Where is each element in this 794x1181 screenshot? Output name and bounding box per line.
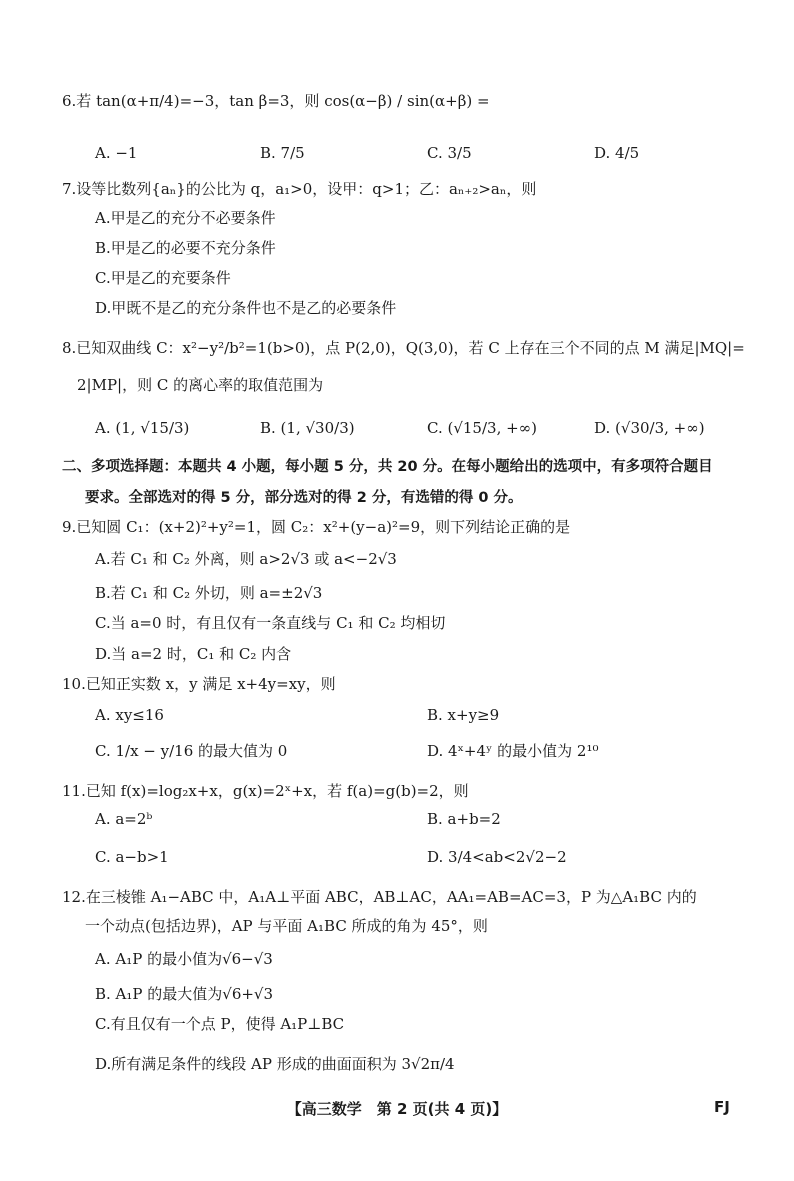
q8-option-d: D. (√30/3, +∞) — [594, 419, 705, 437]
q11-option-b: B. a+b=2 — [427, 810, 501, 828]
q8-stem-line1: 8.已知双曲线 C：x²−y²/b²=1(b>0)，点 P(2,0)，Q(3,0)，若 C 上存在三个不同的点 M 满足|MQ|= — [62, 339, 745, 357]
q12-option-d: D.所有满足条件的线段 AP 形成的曲面面积为 3√2π/4 — [95, 1055, 455, 1073]
q10-option-a: A. xy≤16 — [95, 706, 164, 724]
q11-stem: 11.已知 f(x)=log₂x+x，g(x)=2ˣ+x，若 f(a)=g(b)=2，则 — [62, 782, 469, 800]
q9-option-b: B.若 C₁ 和 C₂ 外切，则 a=±2√3 — [95, 584, 323, 602]
q7-option-a: A.甲是乙的充分不必要条件 — [95, 209, 276, 227]
q11-option-c: C. a−b>1 — [95, 848, 169, 866]
q10-option-c: C. 1/x − y/16 的最大值为 0 — [95, 742, 288, 760]
q8-stem-line2: 2|MP|，则 C 的离心率的取值范围为 — [77, 376, 324, 394]
q6-option-b: B. 7/5 — [260, 144, 305, 162]
q9-option-d: D.当 a=2 时，C₁ 和 C₂ 内含 — [95, 645, 292, 663]
q10-stem: 10.已知正实数 x，y 满足 x+4y=xy，则 — [62, 675, 336, 693]
q7-option-b: B.甲是乙的必要不充分条件 — [95, 239, 276, 257]
q10-option-b: B. x+y≥9 — [427, 706, 500, 724]
q12-stem-line1: 12.在三棱锥 A₁−ABC 中，A₁A⊥平面 ABC，AB⊥AC，AA₁=AB=AC=3，P 为△A₁BC 内的 — [62, 888, 697, 906]
q9-option-c: C.当 a=0 时，有且仅有一条直线与 C₁ 和 C₂ 均相切 — [95, 614, 446, 632]
q10-option-d: D. 4ˣ+4ʸ 的最小值为 2¹⁰ — [427, 742, 599, 760]
q9-stem: 9.已知圆 C₁：(x+2)²+y²=1，圆 C₂：x²+(y−a)²=9，则下列结论正确的是 — [62, 518, 571, 536]
q12-option-c: C.有且仅有一个点 P，使得 A₁P⊥BC — [95, 1015, 345, 1033]
q12-stem-line2: 一个动点(包括边界)，AP 与平面 A₁BC 所成的角为 45°，则 — [85, 917, 488, 935]
q7-option-d: D.甲既不是乙的充分条件也不是乙的必要条件 — [95, 299, 397, 317]
q11-option-d: D. 3/4<ab<2√2−2 — [427, 848, 567, 866]
q12-option-b: B. A₁P 的最大值为√6+√3 — [95, 985, 274, 1003]
section2-heading-line2: 要求。全部选对的得 5 分，部分选对的得 2 分，有选错的得 0 分。 — [85, 490, 523, 506]
q6-stem: 6.若 tan(α+π/4)=−3，tan β=3，则 cos(α−β) / sin(α+β) = — [62, 92, 490, 110]
q9-option-a: A.若 C₁ 和 C₂ 外离，则 a>2√3 或 a<−2√3 — [95, 550, 397, 568]
region-code: FJ — [714, 1098, 730, 1116]
q7-stem: 7.设等比数列{aₙ}的公比为 q，a₁>0，设甲：q>1；乙：aₙ₊₂>aₙ，则 — [62, 180, 537, 198]
page-footer: 【高三数学 第 2 页(共 4 页)】 — [286, 1100, 508, 1118]
q7-option-c: C.甲是乙的充要条件 — [95, 269, 231, 287]
q6-option-d: D. 4/5 — [594, 144, 640, 162]
q6-option-c: C. 3/5 — [427, 144, 472, 162]
section2-heading-line1: 二、多项选择题：本题共 4 小题，每小题 5 分，共 20 分。在每小题给出的选项中，有多项符合题目 — [62, 459, 713, 475]
q11-option-a: A. a=2ᵇ — [95, 810, 153, 828]
q12-option-a: A. A₁P 的最小值为√6−√3 — [95, 950, 273, 968]
q8-option-b: B. (1, √30/3) — [260, 419, 355, 437]
q8-option-a: A. (1, √15/3) — [95, 419, 190, 437]
q6-option-a: A. −1 — [95, 144, 138, 162]
q8-option-c: C. (√15/3, +∞) — [427, 419, 538, 437]
